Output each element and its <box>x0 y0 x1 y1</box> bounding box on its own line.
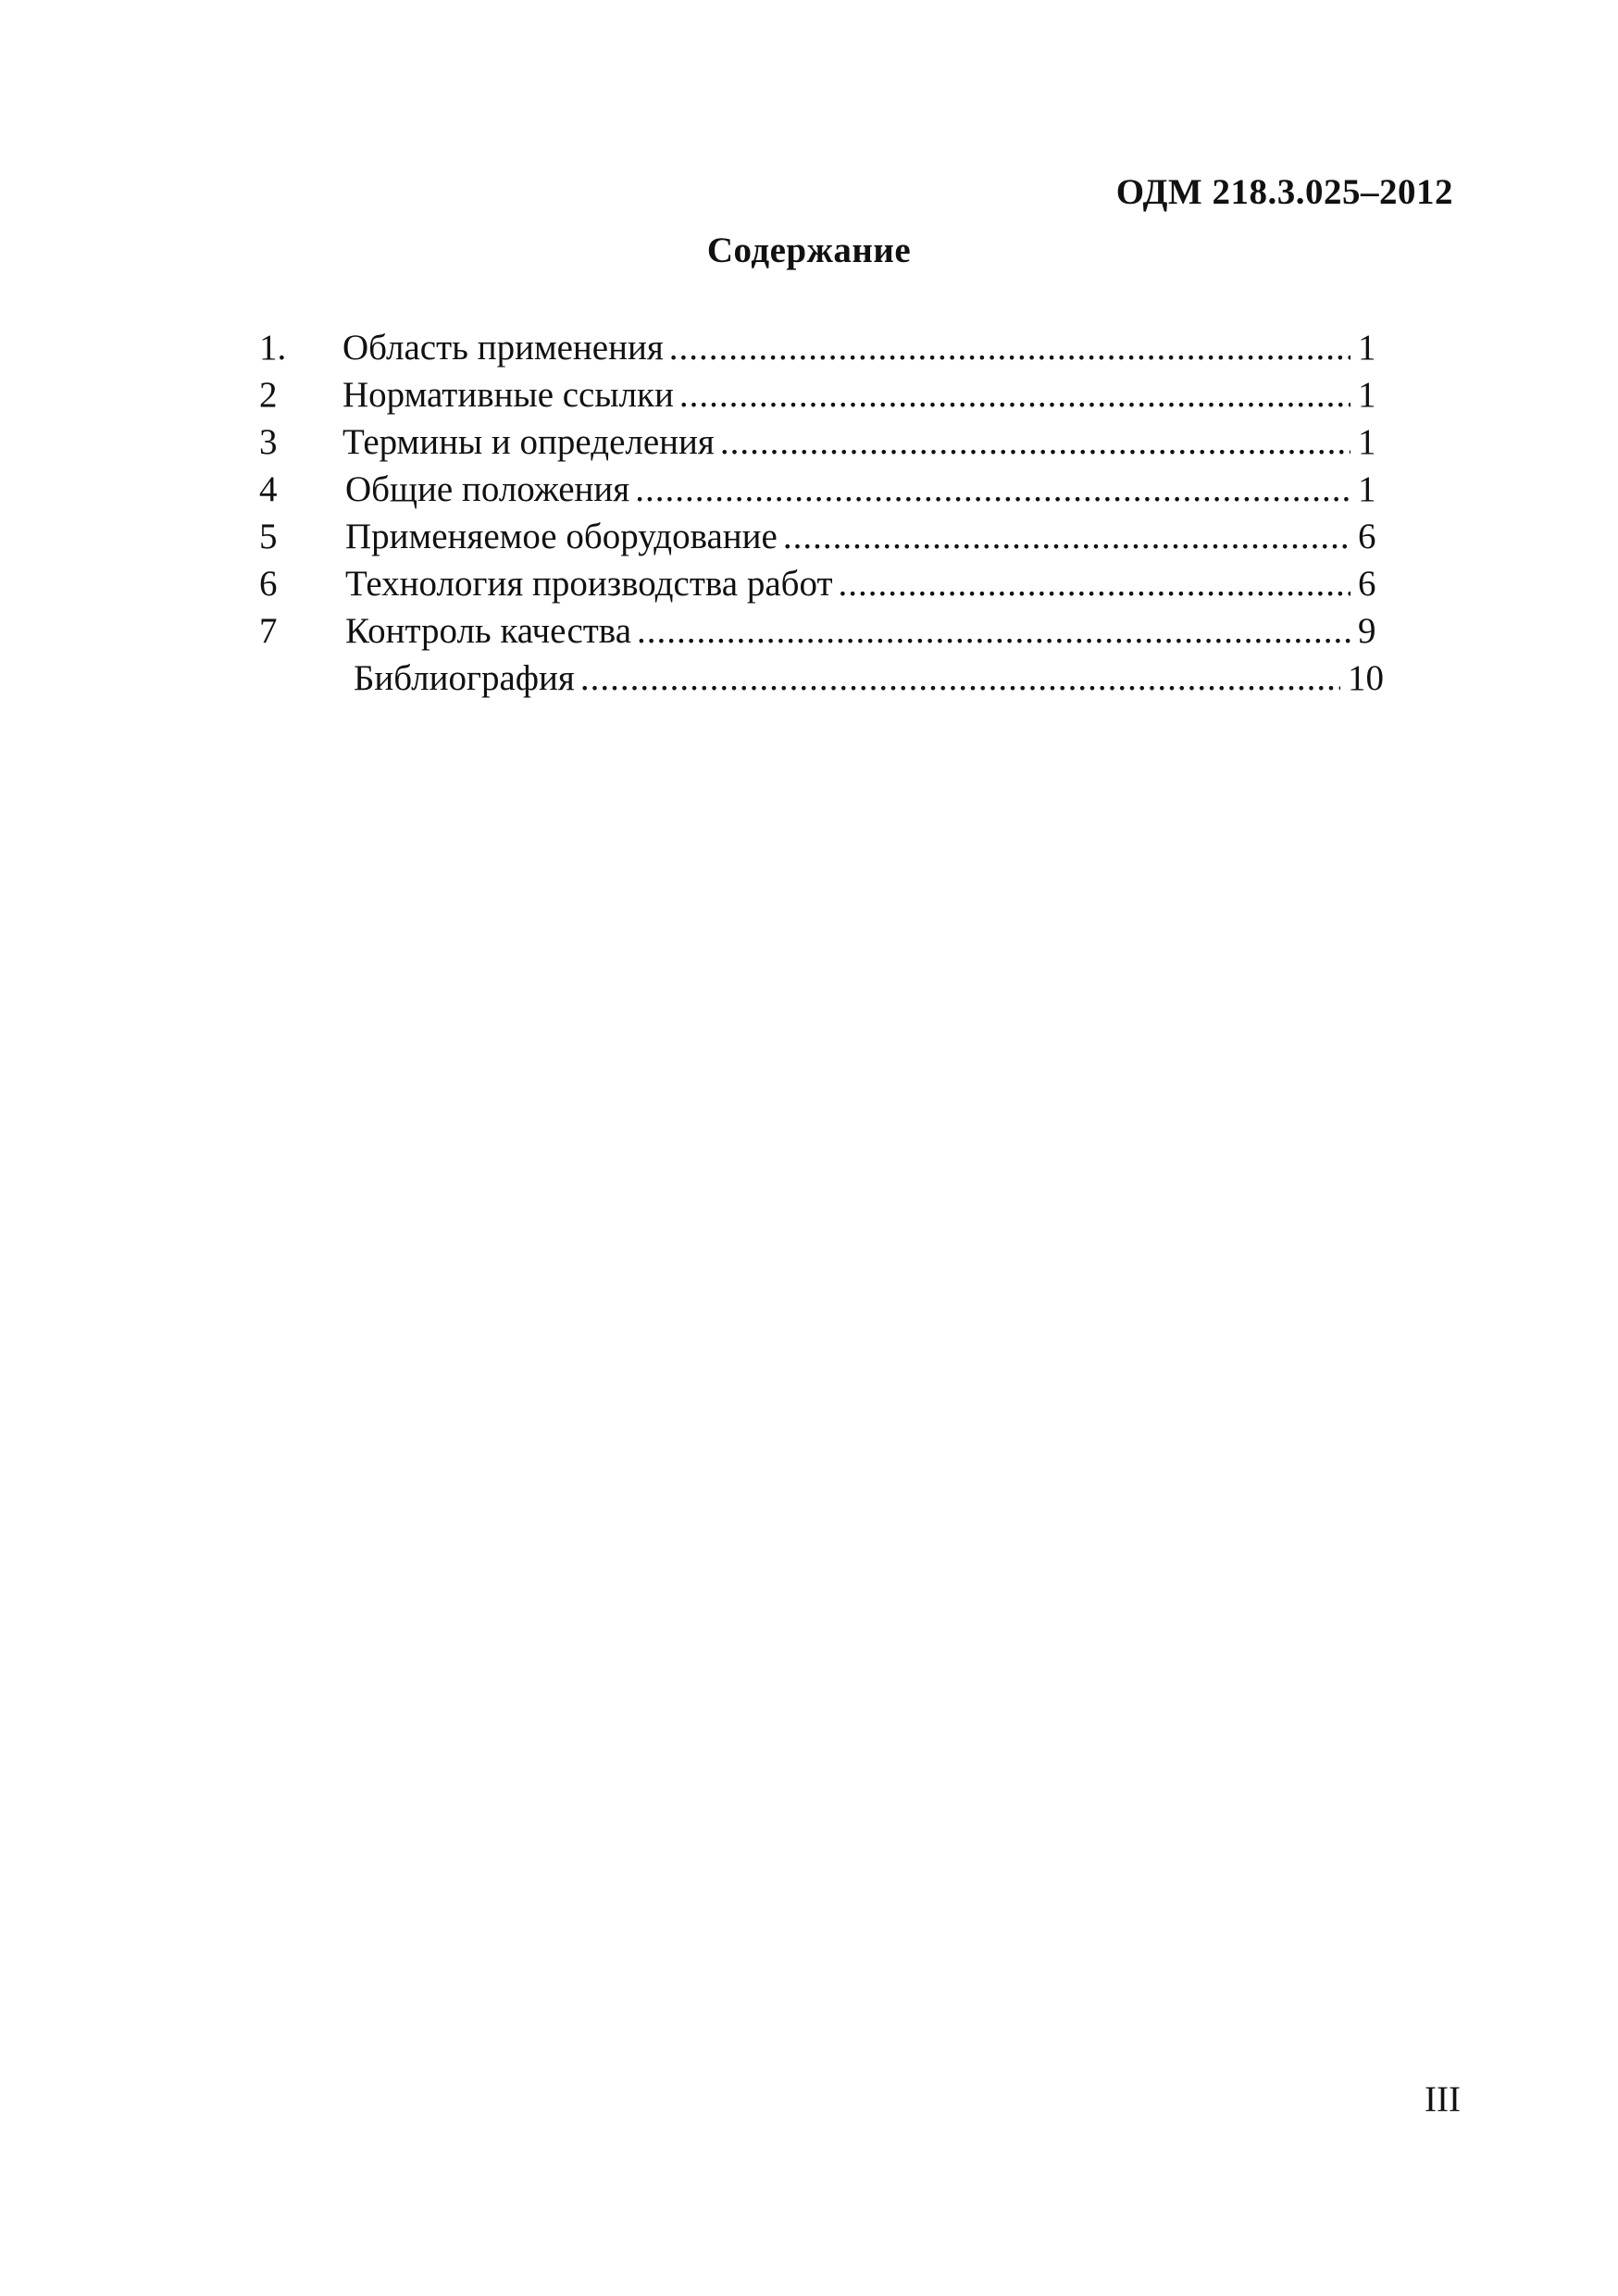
toc-entry-page: 1 <box>1358 422 1376 462</box>
toc-entry-number: 4 <box>259 469 278 509</box>
toc-entry-page: 1 <box>1358 469 1376 509</box>
toc-entry <box>250 418 1384 466</box>
toc-entry-page: 6 <box>1358 564 1376 604</box>
toc-entry-line <box>345 466 1384 513</box>
toc-entry-line <box>342 324 1384 371</box>
toc-entry-number: 2 <box>259 375 278 415</box>
toc-entry-label: Контроль качества <box>345 607 637 655</box>
toc-entry-line <box>342 418 1384 466</box>
toc-entry-number: 5 <box>259 517 278 556</box>
toc-dot-leader <box>839 560 1350 607</box>
toc-entry <box>250 324 1384 371</box>
toc-entry-page: 10 <box>1348 658 1384 698</box>
toc-entry <box>250 371 1384 418</box>
document-code: ОДМ 218.3.025–2012 <box>1115 172 1453 212</box>
toc-entry-number: 6 <box>259 564 278 604</box>
toc-entry-line <box>345 607 1384 655</box>
toc-entry <box>250 655 1384 702</box>
toc-entry <box>250 513 1384 560</box>
page-number: III <box>1425 2079 1461 2119</box>
toc-entry-label: Применяемое оборудование <box>345 513 783 560</box>
toc-entry-page: 9 <box>1358 611 1376 651</box>
table-of-contents <box>250 324 1384 702</box>
toc-dot-leader <box>679 371 1350 418</box>
toc-entry-label: Библиография <box>354 655 580 702</box>
toc-entry-page: 6 <box>1358 517 1376 556</box>
toc-entry <box>250 560 1384 607</box>
toc-dot-leader <box>783 513 1350 560</box>
toc-dot-leader <box>720 418 1350 466</box>
toc-entry-number: 1. <box>259 328 287 368</box>
toc-entry-page: 1 <box>1358 375 1376 415</box>
toc-entry-number: 7 <box>259 611 278 651</box>
toc-entry-label: Технология производства работ <box>345 560 839 607</box>
toc-entry-label: Область применения <box>342 324 669 371</box>
toc-dot-leader <box>669 324 1350 371</box>
toc-entry-page: 1 <box>1358 328 1376 368</box>
toc-entry-line <box>342 371 1384 418</box>
toc-entry-line <box>345 513 1384 560</box>
toc-dot-leader <box>635 466 1350 513</box>
toc-entry-line <box>354 655 1384 702</box>
toc-entry <box>250 466 1384 513</box>
toc-entry-label: Общие положения <box>345 466 635 513</box>
toc-entry <box>250 607 1384 655</box>
toc-dot-leader <box>580 655 1340 702</box>
toc-dot-leader <box>637 607 1350 655</box>
toc-entry-line <box>345 560 1384 607</box>
toc-title: Содержание <box>706 231 912 270</box>
toc-entry-label: Термины и определения <box>342 418 720 466</box>
toc-entry-label: Нормативные ссылки <box>342 371 679 418</box>
toc-entry-number: 3 <box>259 422 278 462</box>
